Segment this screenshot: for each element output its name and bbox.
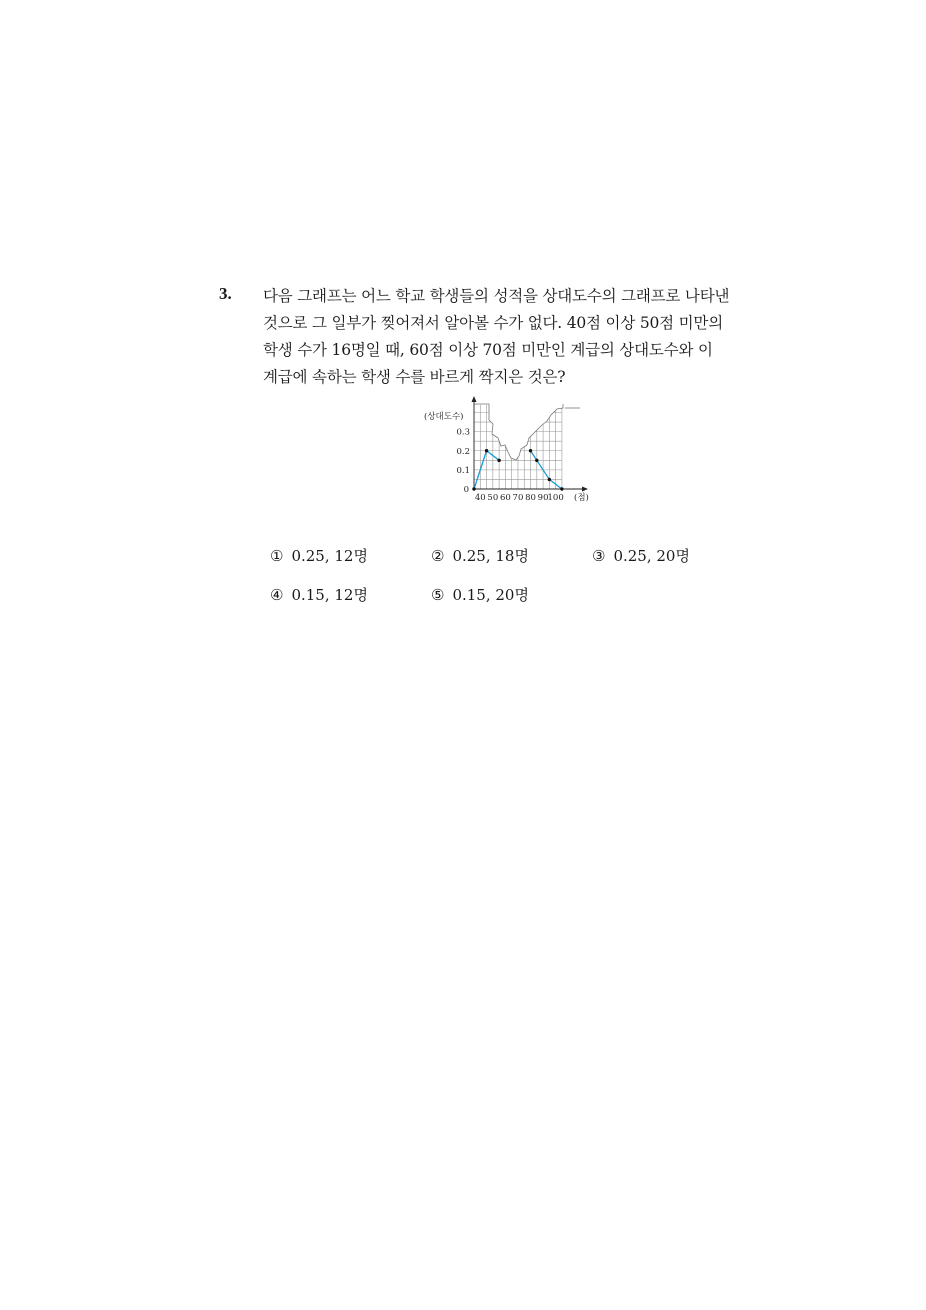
x-tick-label: 100	[547, 493, 564, 503]
choice-text: 0.25, 18명	[452, 547, 529, 565]
question-line: 다음 그래프는 어느 학교 학생들의 성적을 상대도수의 그래프로 나타낸	[263, 287, 730, 305]
data-point	[560, 487, 563, 490]
choice-text: 0.25, 20명	[613, 547, 690, 565]
choice-marker: ①	[270, 547, 284, 565]
x-tick-label: 70	[512, 493, 524, 503]
question-number: 3.	[219, 284, 232, 303]
choice-2[interactable]	[431, 545, 529, 566]
choice-4[interactable]	[270, 584, 368, 605]
data-point	[497, 459, 500, 462]
torn-relative-frequency-graph	[420, 392, 600, 504]
choice-5[interactable]	[431, 584, 529, 605]
choice-3[interactable]	[592, 545, 690, 566]
origin-label: 0	[463, 485, 469, 495]
x-axis-arrow	[582, 487, 588, 492]
choice-marker: ⑤	[431, 586, 445, 604]
chart-svg	[420, 392, 600, 504]
y-tick-label: 0.1	[456, 465, 470, 476]
data-point	[548, 478, 551, 481]
chart-grid	[474, 405, 562, 489]
choice-text: 0.25, 12명	[291, 547, 368, 565]
x-tick-label: 50	[487, 493, 499, 503]
choice-text: 0.15, 20명	[452, 586, 529, 604]
x-tick-label: 60	[499, 493, 511, 503]
choice-1[interactable]	[270, 545, 368, 566]
data-point	[535, 459, 538, 462]
question-line: 학생 수가 16명일 때, 60점 이상 70점 미만인 계급의 상대도수와 이	[263, 341, 713, 359]
choice-marker: ②	[431, 547, 445, 565]
y-axis-label: (상대도수)	[424, 412, 464, 422]
x-tick-label: 80	[525, 493, 536, 503]
x-axis-label: (점)	[574, 493, 589, 503]
x-tick-label: 90	[537, 493, 549, 503]
question-text	[263, 283, 763, 391]
y-axis-arrow	[472, 396, 477, 402]
data-point	[472, 487, 475, 490]
y-tick-label: 0.2	[456, 446, 470, 457]
data-point	[529, 449, 532, 452]
x-tick-label: 40	[474, 493, 486, 503]
choice-text: 0.15, 12명	[291, 586, 368, 604]
choice-marker: ④	[270, 586, 284, 604]
data-point	[485, 449, 488, 452]
question-line: 것으로 그 일부가 찢어져서 알아볼 수가 없다. 40점 이상 50점 미만의	[263, 314, 723, 332]
question-line: 계급에 속하는 학생 수를 바르게 짝지은 것은?	[263, 368, 566, 386]
y-tick-label: 0.3	[456, 427, 470, 438]
choice-marker: ③	[592, 547, 606, 565]
